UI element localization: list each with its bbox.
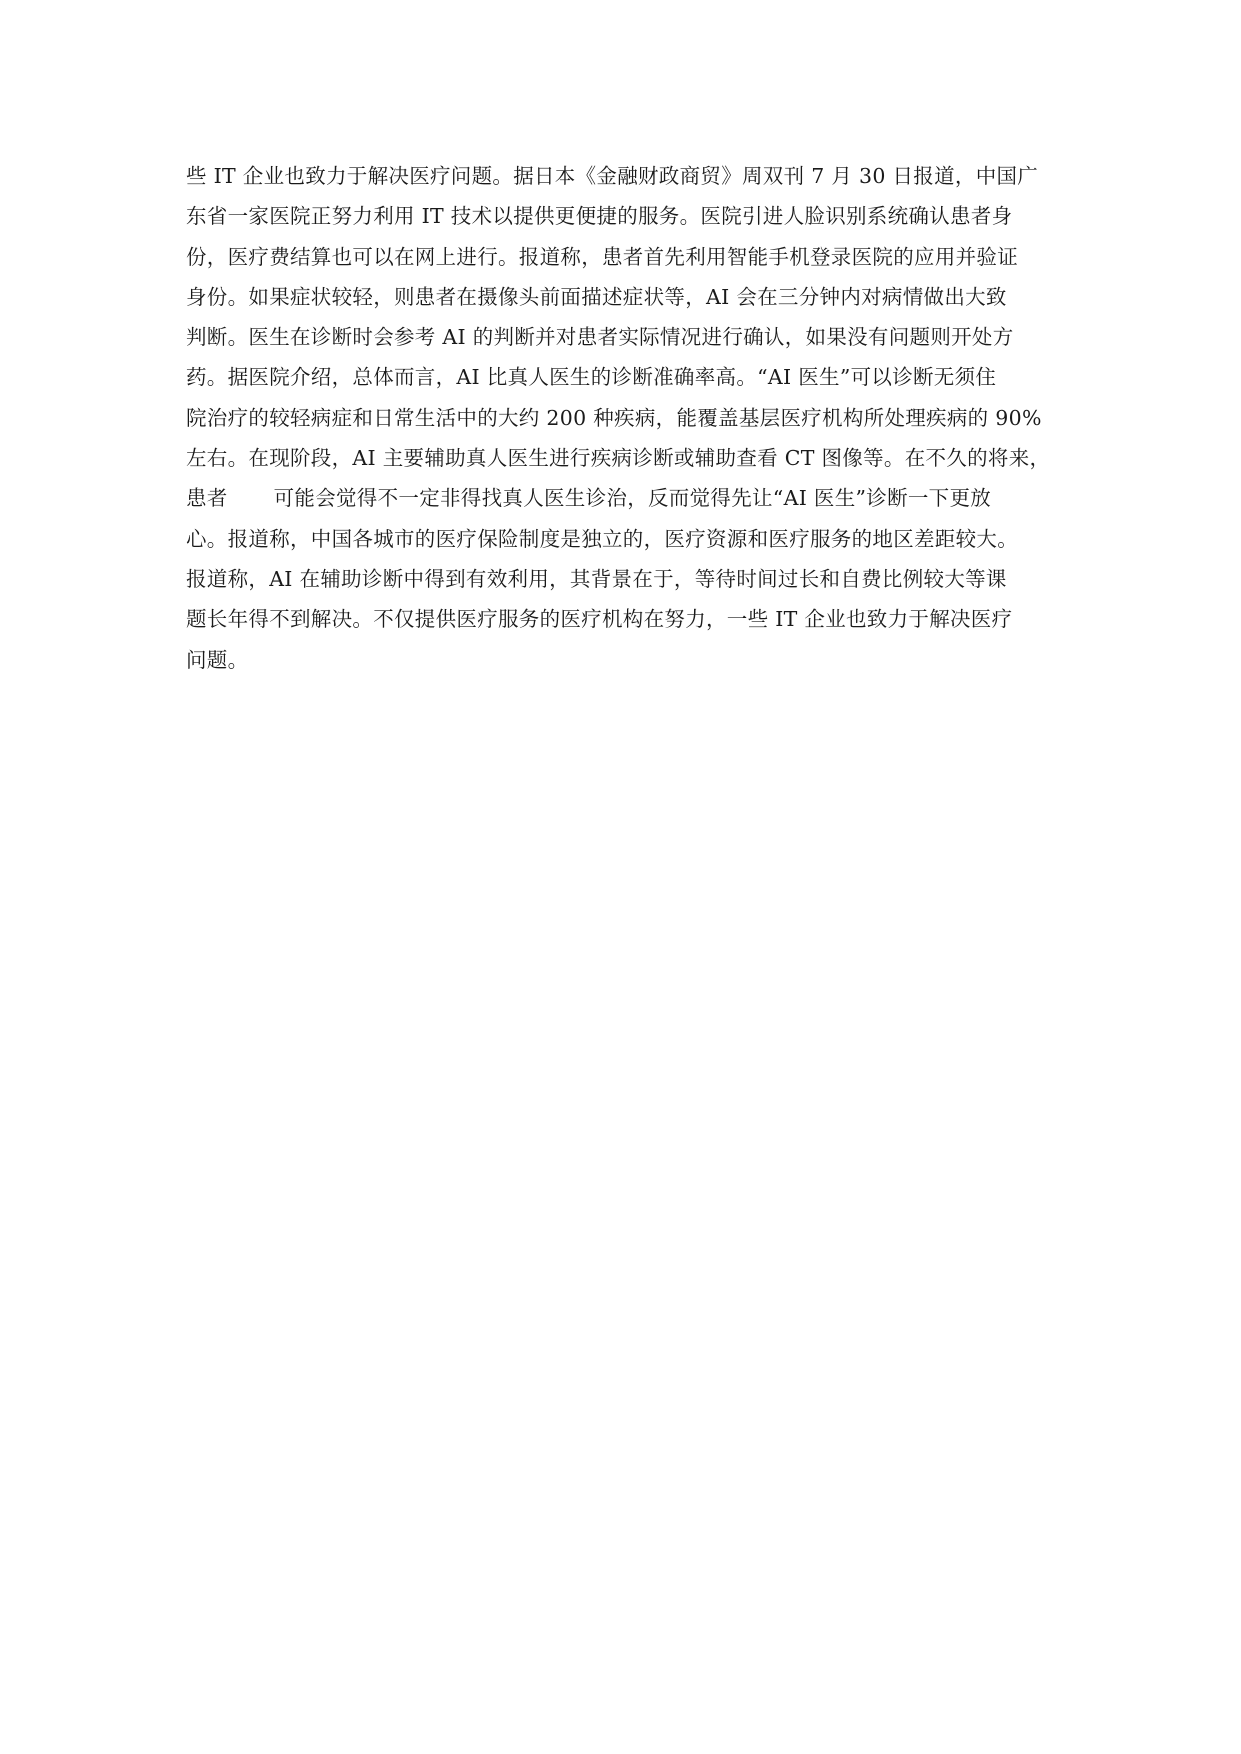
- text-line-6: 药。据医院介绍，总体而言，AI 比真人医生的诊断准确率高。“AI 医生”可以诊断无须住: [186, 365, 997, 390]
- text-line-8: 左右。在现阶段，AI 主要辅助真人医生进行疾病诊断或辅助查看 CT 图像等。在不久的将来，: [186, 446, 1051, 471]
- text-line-12: 题长年得不到解决。不仅提供医疗服务的医疗机构在努力，一些 IT 企业也致力于解决医疗: [186, 607, 1013, 632]
- text-line-9: [186, 478, 1066, 518]
- text-line-2: 东省一家医院正努力利用 IT 技术以提供更便捷的服务。医院引进人脸识别系统确认患者身: [186, 204, 1013, 229]
- text-line-4: 身份。如果症状较轻，则患者在摄像头前面描述症状等，AI 会在三分钟内对病情做出大致: [186, 284, 1007, 309]
- text-line-9-end: 可能会觉得不一定非得找真人医生诊治，反而觉得先让“AI 医生”诊断一下更放: [273, 486, 992, 511]
- text-line-1: 些 IT 企业也致力于解决医疗问题。据日本《金融财政商贸》周双刊 7 月 30 日报道，中国广: [186, 164, 1039, 188]
- text-line-5: 判断。医生在诊断时会参考 AI 的判断并对患者实际情况进行确认，如果没有问题则开处方: [186, 325, 1014, 350]
- text-line-7: 院治疗的较轻病症和日常生活中的大约 200 种疾病，能覆盖基层医疗机构所处理疾病的 90%: [186, 405, 1042, 430]
- text-line-10: 心。报道称，中国各城市的医疗保险制度是独立的，医疗资源和医疗服务的地区差距较大。: [186, 526, 1018, 551]
- text-line-11: 报道称，AI 在辅助诊断中得到有效利用，其背景在于，等待时间过长和自费比例较大等课: [186, 566, 1007, 591]
- text-line-3: 份，医疗费结算也可以在网上进行。报道称，患者首先利用智能手机登录医院的应用并验证: [186, 244, 1018, 269]
- text-line-9-start: 患者: [186, 486, 228, 511]
- body-text: [186, 156, 1066, 680]
- text-line-13: 问题。: [186, 647, 249, 672]
